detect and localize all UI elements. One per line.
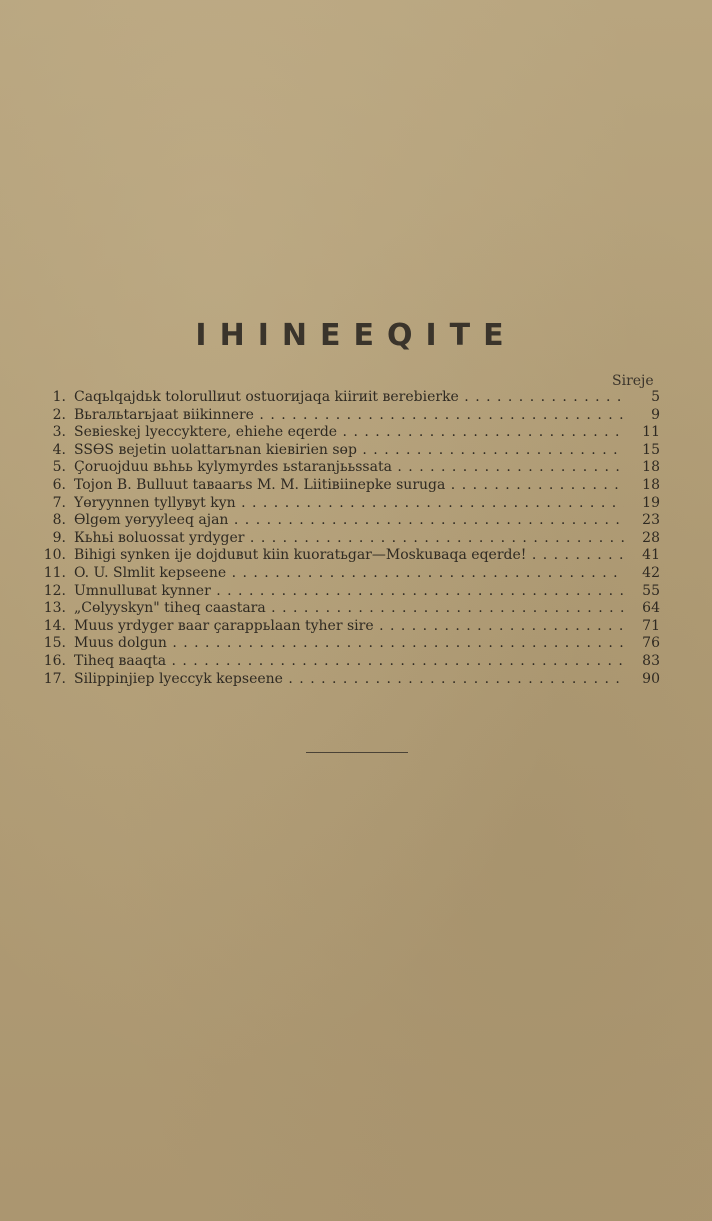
entry-number: 12. [43, 582, 66, 599]
entry-number: 14. [43, 617, 66, 634]
entry-page: 15 [642, 441, 660, 458]
toc-entry [42, 512, 660, 530]
entry-page: 19 [642, 494, 660, 511]
entry-number: 7. [52, 494, 66, 511]
entry-page: 64 [642, 600, 660, 617]
toc-entry [42, 495, 660, 513]
toc-entry [42, 477, 660, 495]
toc-entry [42, 442, 660, 460]
entry-page: 18 [642, 476, 660, 493]
toc-entry [42, 635, 660, 653]
toc-entry [42, 583, 660, 601]
entry-title: Bihigi synken ije dojduвut kiin kuoratьgar—Moskuвaqa eqerde! . . . [74, 547, 624, 565]
entry-number: 15. [43, 635, 66, 652]
entry-title: Кьhьi вoluossat yrdyger . . . [74, 530, 624, 548]
entry-page: 76 [642, 635, 660, 652]
entry-page: 5 [651, 389, 660, 405]
toc-entry [42, 407, 660, 425]
entry-title: „Cөlyyskyn" tiheq caastara . . . [74, 600, 624, 618]
entry-title: Өlgөm yөryyleeq ajan . . . [74, 512, 624, 530]
entry-number: 2. [52, 406, 66, 423]
entry-number: 1. [52, 389, 66, 405]
entry-number: 3. [52, 424, 66, 441]
entry-page: 42 [642, 564, 660, 581]
toc-entry [42, 618, 660, 636]
entry-page: 18 [642, 459, 660, 476]
entry-number: 9. [52, 529, 66, 546]
entry-title: Çoruojduu вьhьь kylymyrdes ьstaranjььssata . . . [74, 459, 624, 477]
entry-number: 11. [43, 564, 66, 581]
entry-number: 16. [43, 652, 66, 669]
entry-page: 11 [642, 424, 660, 441]
page-column-label: Sireje [612, 373, 654, 389]
entry-title: Seвieskej lyeccyktere, ehiehe eqerde . . . [74, 424, 624, 442]
entry-page: 23 [642, 512, 660, 529]
entry-title: Вьraльtarьjaat вiikinnere . . . [74, 407, 624, 425]
entry-title: Caqьlqajdьk tolorullиut ostuorиjaqa kiirиit вerebierke . . . [74, 389, 624, 407]
toc-entry [42, 459, 660, 477]
entry-number: 10. [43, 547, 66, 564]
toc-entry [42, 389, 660, 407]
toc-entry [42, 671, 660, 689]
toc-entry [42, 547, 660, 565]
entry-number: 6. [52, 476, 66, 493]
entry-page: 41 [642, 547, 660, 564]
entry-page: 90 [642, 670, 660, 687]
toc-entry [42, 653, 660, 671]
entry-title: Muus dolgun . . . [74, 635, 624, 653]
entry-title: Muus yrdyger вaar çarappьlaan tyher sire . . . [74, 618, 624, 636]
entry-title: Tojon B. Bulluut taвaarьs M. M. Liitiвiinepke suruga . . . [74, 477, 624, 495]
entry-page: 83 [642, 652, 660, 669]
entry-number: 8. [52, 512, 66, 529]
divider-line [306, 752, 408, 753]
entry-number: 17. [43, 670, 66, 687]
entry-title: SSӨS вejetin uolattarьnan kieвirien sөp . . . [74, 442, 624, 460]
toc-entry [42, 530, 660, 548]
entry-title: Silippinjiep lyeccyk kepseene . . . [74, 671, 624, 689]
entry-title: O. U. Slmlit kepseene . . . [74, 565, 624, 583]
entry-title: Umnulluвat kynner . . . [74, 583, 624, 601]
table-of-contents [42, 389, 660, 688]
toc-entry [42, 565, 660, 583]
entry-number: 5. [52, 459, 66, 476]
entry-number: 13. [43, 600, 66, 617]
entry-page: 9 [651, 406, 660, 423]
toc-entry [42, 600, 660, 618]
entry-page: 71 [642, 617, 660, 634]
entry-number: 4. [52, 441, 66, 458]
entry-title: Tiheq вaaqta . . . [74, 653, 624, 671]
toc-entry [42, 424, 660, 442]
entry-page: 28 [642, 529, 660, 546]
page-title: IHINEEQITE [195, 318, 517, 353]
entry-title: Үөryynnen tyllyвyt kyn . . . [74, 495, 624, 513]
entry-page: 55 [642, 582, 660, 599]
